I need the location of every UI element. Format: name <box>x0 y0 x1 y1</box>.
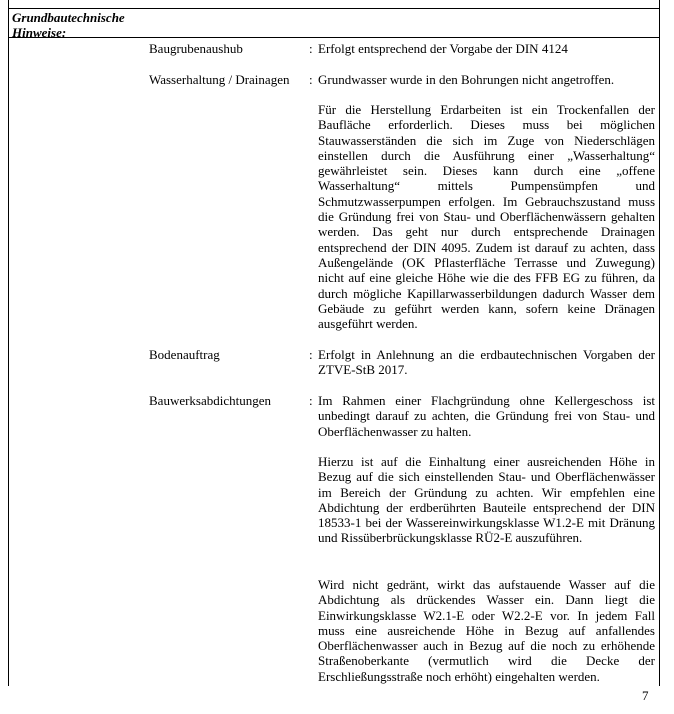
row-text-baugrubenaushub: Erfolgt entsprechend der Vorgabe der DIN 4124 <box>318 41 568 56</box>
page-number: 7 <box>642 688 649 703</box>
row-text-bauwerksabdichtungen-3: Wird nicht gedränt, wirkt das aufstauende Wasser auf die Abdichtung als drückendes Wasser ein. Dann liegt die Einwirkungsklasse W2.1-E oder W2.2-E vor. In jedem Fall muss eine ausreichende Höhe in Bezug auf anfallendes Oberflächenwasser auch in Bezug auf die noch zu erhöhende Straßenoberkante (vermutlich wird die Decke der Erschließungsstraße noch erhöht) eingehalten werden. <box>318 577 655 684</box>
row-separator: : <box>309 72 313 87</box>
row-separator: : <box>309 393 313 408</box>
row-label-bodenauftrag: Bodenauftrag <box>149 347 220 362</box>
row-text-bauwerksabdichtungen-1: Im Rahmen einer Flachgründung ohne Kellergeschoss ist unbedingt darauf zu achten, die Gründung frei von Stau- und Oberflächenwasser zu halten. <box>318 393 655 439</box>
row-separator: : <box>309 347 313 362</box>
row-text-wasserhaltung-1: Grundwasser wurde in den Bohrungen nicht angetroffen. <box>318 72 615 87</box>
row-label-bauwerksabdichtungen: Bauwerksabdichtungen <box>149 393 272 408</box>
row-label-wasserhaltung: Wasserhaltung / Drainagen <box>149 72 290 87</box>
table-top-border <box>8 8 660 9</box>
row-text-bodenauftrag: Erfolgt in Anlehnung an die erdbautechnischen Vorgaben der ZTVE-StB 2017. <box>318 347 655 378</box>
row-label-baugrubenaushub: Baugrubenaushub <box>149 41 243 56</box>
row-text-bauwerksabdichtungen-2: Hierzu ist auf die Einhaltung einer ausreichenden Höhe in Bezug auf die sich einstellenden Stau- und Oberflächenwässer im Bereich der Gründung zu achten. Wir empfehlen eine Abdichtung der erdberührten Bauteile entsprechend der DIN 18533-1 bei der Wassereinwirkungsklasse W1.2-E mit Dränung und Rissüberbrückungsklasse RÜ2-E auszuführen. <box>318 454 655 546</box>
row-separator: : <box>309 41 313 56</box>
row-text-wasserhaltung-2: Für die Herstellung Erdarbeiten ist ein Trockenfallen der Baufläche erforderlich. Dieses muss bei möglichen Stauwasserständen die sich im Zuge von Niederschlägen einstellen durch die Ausführung einer „Wasserhaltung“ gewährleistet sein. Dieses kann durch eine „offene Wasserhaltung“ mittels Pumpensümpfen und Schmutzwasserpumpen erfolgen. Im Gebrauchszustand muss die Gründung frei von Stau- und Oberflächenwässern gehalten werden. Das geht nur durch entsprechende Drainagen entsprechend der DIN 4095. Zudem ist darauf zu achten, dass Außengelände (OK Pflasterfläche Terrasse und Zuwegung) nicht auf eine gleiche Höhe wie die des FFB EG zu führen, da durch mögliche Kapillarwasserbildungen dadurch Wasser dem Gebäude zu geführt werden kann, sofern keine Dränagen ausgeführt werden. <box>318 102 655 332</box>
section-title: Grundbautechnische Hinweise: <box>12 10 125 40</box>
